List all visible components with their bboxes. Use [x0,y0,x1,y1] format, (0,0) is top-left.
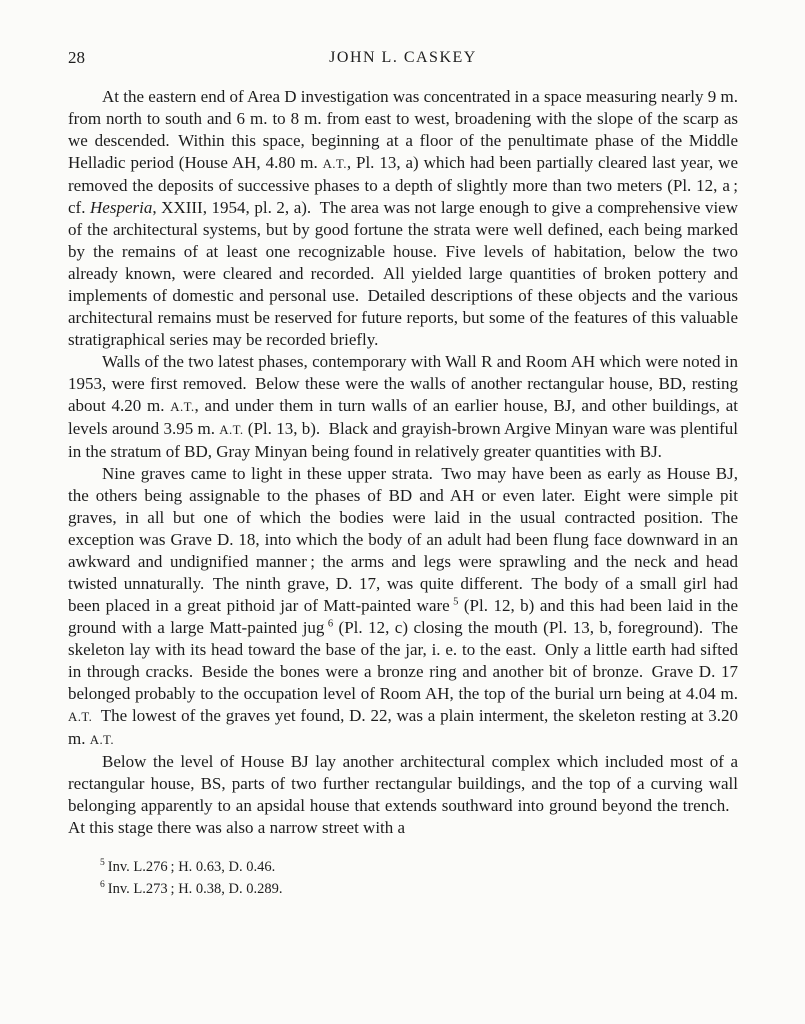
paragraph: Walls of the two latest phases, contemporary with Wall R and Room AH which were noted in 1953, were first removed. Below these were the walls of another rectangular house, BD, resting about 4.20 m. A.T., and under them in turn walls of an earlier house, BJ, and other buildings, at levels around 3.95 m. A.T. (Pl. 13, b). Black and grayish-brown Argive Minyan ware was plentiful in the stratum of BD, Gray Minyan being found in relatively greater quantities with BJ. [68,352,738,461]
paragraph: At the eastern end of Area D investigation was concentrated in a space measuring nearly 9 m. from north to south and 6 m. to 8 m. from east to west, broadening with the slope of the scarp as we descended. Within this space, beginning at a floor of the penultimate phase of the Middle Helladic period (House AH, 4.80 m. A.T., Pl. 13, a) which had been partially cleared last year, we removed the deposits of successive phases to a depth of slightly more than two meters (Pl. 12, a ; cf. Hesperia, XXIII, 1954, pl. 2, a). The area was not large enough to give a comprehensive view of the architectural systems, but by good fortune the strata were well defined, each being marked by the remains of at least one recognizable house. Five levels of habitation, below the two already known, were cleared and recorded. All yielded large quantities of broken pottery and implements of domestic and personal use. Detailed descriptions of these objects and the various architectural remains must be reserved for future reports, but some of the features of this valuable stratigraphical series may be recorded briefly. [68,87,738,349]
article-body [68,86,738,900]
footnote-text: Inv. L.273 ; H. 0.38, D. 0.289. [107,881,283,897]
running-head: JOHN L. CASKEY [329,49,477,66]
paragraph: Nine graves came to light in these upper strata. Two may have been as early as House BJ, the others being assignable to the phases of BD and AH or even later. Eight were simple pit graves, in all but one of which the bodies were laid in the usual contracted position. The exception was Grave D. 18, into which the body of an adult had been flung face downward in an awkward and undignified manner ; the arms and legs were sprawling and the neck and head twisted unnaturally. The ninth grave, D. 17, was quite different. The body of a small girl had been placed in a great pithoid jar of Matt-painted ware $^5$ (Pl. 12, b) and this had been laid in the ground with a large Matt-painted jug $^6$ (Pl. 12, c) closing the mouth (Pl. 13, b, foreground). The skeleton lay with its head toward the base of the jar, i. e. to the east. Only a little earth had sifted in through cracks. Beside the bones were a bronze ring and another bit of bronze. Grave D. 17 belonged probably to the occupation level of Room AH, the top of the burial urn being at 4.04 m. A.T. The lowest of the graves yet found, D. 22, was a plain interment, the skeleton resting at 3.20 m. A.T. [68,464,739,748]
paragraph: Below the level of House BJ lay another architectural complex which included most of a rectangular house, BS, parts of two further rectangular buildings, and the top of a curving wall belonging apparently to an apsidal house that extends southward into ground beyond the trench. At this stage there was also a narrow street with a [68,752,738,837]
footnote-marker: 5 [100,857,105,869]
page-number: 28 [68,48,85,67]
footnote-text: Inv. L.276 ; H. 0.63, D. 0.46. [107,859,276,875]
paragraphs [68,86,738,839]
page-header [68,47,738,69]
footnote [68,856,738,878]
footnote [68,878,738,900]
footnotes [68,856,738,900]
footnote-marker: 6 [100,879,105,891]
